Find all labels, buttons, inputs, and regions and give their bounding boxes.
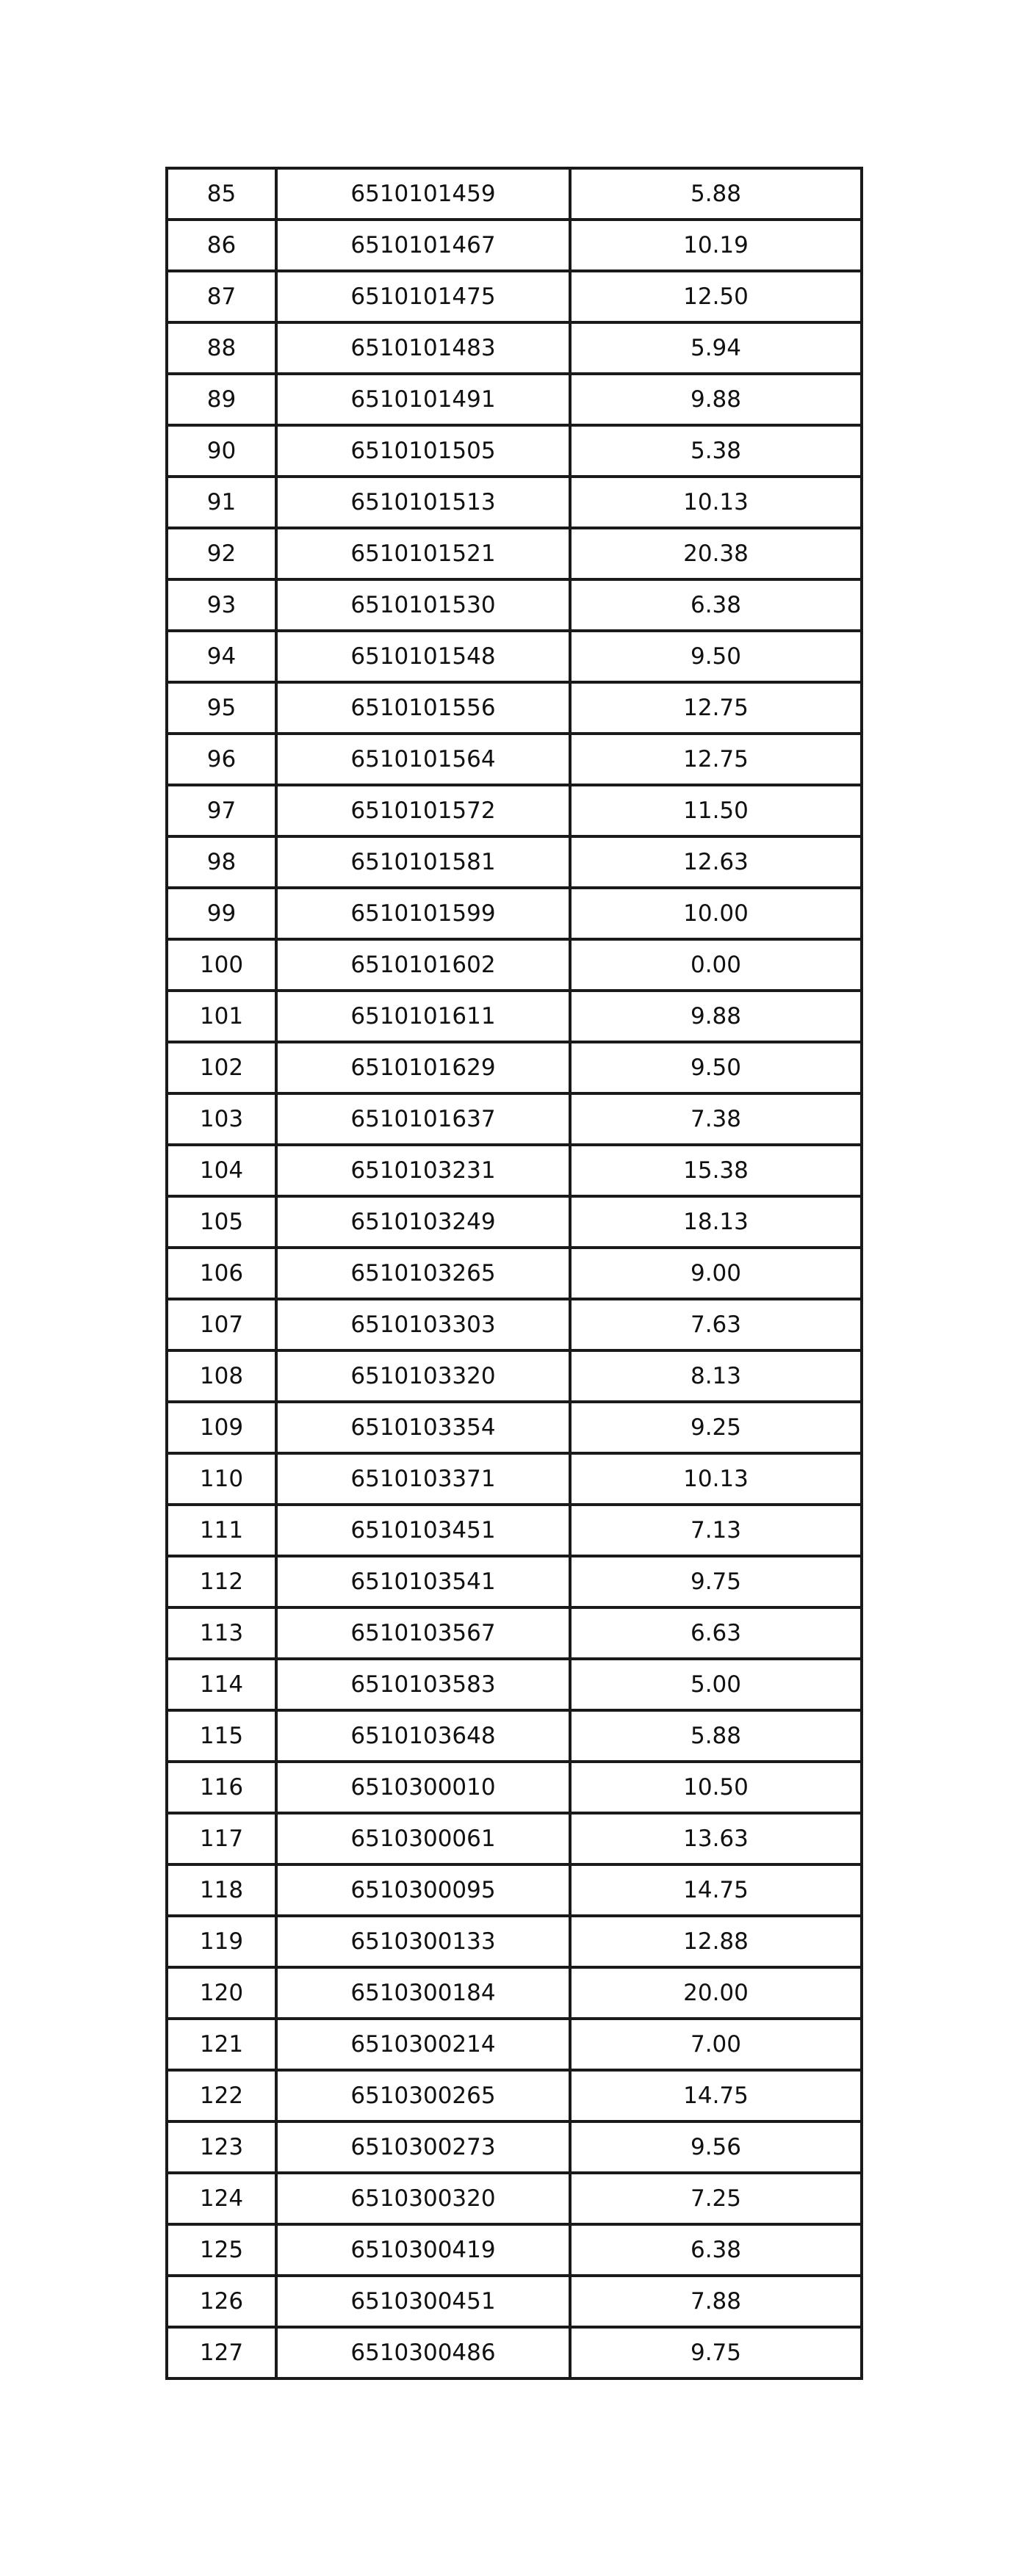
table-row [167, 1710, 862, 1762]
student-id-cell: 6510101475 [276, 271, 570, 322]
row-number-cell: 111 [167, 1505, 276, 1556]
table-row [167, 1350, 862, 1402]
student-id-cell: 6510103265 [276, 1248, 570, 1299]
table-row [167, 528, 862, 579]
score-cell: 5.00 [570, 1659, 862, 1710]
student-id-cell: 6510300061 [276, 1813, 570, 1864]
score-cell: 10.13 [570, 477, 862, 528]
student-id-cell: 6510300265 [276, 2070, 570, 2121]
student-id-cell: 6510300184 [276, 1967, 570, 2019]
row-number-cell: 101 [167, 991, 276, 1042]
student-id-cell: 6510103567 [276, 1607, 570, 1659]
table-row [167, 785, 862, 836]
row-number-cell: 96 [167, 734, 276, 785]
table-row [167, 1453, 862, 1505]
student-id-cell: 6510300320 [276, 2173, 570, 2224]
score-cell: 9.50 [570, 631, 862, 682]
row-number-cell: 113 [167, 1607, 276, 1659]
row-number-cell: 97 [167, 785, 276, 836]
table-row [167, 1042, 862, 1093]
score-cell: 11.50 [570, 785, 862, 836]
student-id-cell: 6510103648 [276, 1710, 570, 1762]
table-row [167, 220, 862, 271]
score-cell: 5.88 [570, 1710, 862, 1762]
row-number-cell: 95 [167, 682, 276, 734]
score-cell: 9.75 [570, 1556, 862, 1607]
row-number-cell: 88 [167, 322, 276, 374]
score-cell: 10.19 [570, 220, 862, 271]
table-row [167, 2276, 862, 2327]
student-id-cell: 6510101521 [276, 528, 570, 579]
student-id-cell: 6510101611 [276, 991, 570, 1042]
row-number-cell: 118 [167, 1864, 276, 1916]
table-row [167, 2327, 862, 2378]
score-cell: 6.38 [570, 579, 862, 631]
score-cell: 9.25 [570, 1402, 862, 1453]
student-id-cell: 6510103354 [276, 1402, 570, 1453]
table-row [167, 1299, 862, 1350]
student-id-cell: 6510300133 [276, 1916, 570, 1967]
row-number-cell: 86 [167, 220, 276, 271]
student-id-cell: 6510103583 [276, 1659, 570, 1710]
student-id-cell: 6510101564 [276, 734, 570, 785]
student-id-cell: 6510101467 [276, 220, 570, 271]
table-row [167, 2019, 862, 2070]
row-number-cell: 117 [167, 1813, 276, 1864]
score-cell: 7.00 [570, 2019, 862, 2070]
table-row [167, 1916, 862, 1967]
row-number-cell: 90 [167, 425, 276, 477]
student-id-cell: 6510101572 [276, 785, 570, 836]
table-row [167, 1505, 862, 1556]
student-id-cell: 6510103303 [276, 1299, 570, 1350]
student-id-cell: 6510101483 [276, 322, 570, 374]
row-number-cell: 109 [167, 1402, 276, 1453]
table-row [167, 425, 862, 477]
student-id-cell: 6510300486 [276, 2327, 570, 2378]
table-row [167, 1402, 862, 1453]
student-id-cell: 6510101459 [276, 168, 570, 220]
row-number-cell: 105 [167, 1196, 276, 1248]
score-cell: 12.63 [570, 836, 862, 888]
student-id-cell: 6510101505 [276, 425, 570, 477]
row-number-cell: 112 [167, 1556, 276, 1607]
table-row [167, 579, 862, 631]
student-id-cell: 6510101548 [276, 631, 570, 682]
student-id-cell: 6510300095 [276, 1864, 570, 1916]
row-number-cell: 125 [167, 2224, 276, 2276]
student-id-cell: 6510101491 [276, 374, 570, 425]
table-row [167, 836, 862, 888]
table-row [167, 2224, 862, 2276]
table-row [167, 2121, 862, 2173]
row-number-cell: 108 [167, 1350, 276, 1402]
table-row [167, 888, 862, 939]
row-number-cell: 127 [167, 2327, 276, 2378]
row-number-cell: 87 [167, 271, 276, 322]
student-id-cell: 6510300010 [276, 1762, 570, 1813]
table-row [167, 734, 862, 785]
row-number-cell: 119 [167, 1916, 276, 1967]
score-cell: 0.00 [570, 939, 862, 991]
score-cell: 9.50 [570, 1042, 862, 1093]
row-number-cell: 85 [167, 168, 276, 220]
row-number-cell: 121 [167, 2019, 276, 2070]
student-id-cell: 6510103249 [276, 1196, 570, 1248]
table-row [167, 168, 862, 220]
score-cell: 13.63 [570, 1813, 862, 1864]
score-table-body [167, 168, 862, 2378]
table-row [167, 631, 862, 682]
score-cell: 8.13 [570, 1350, 862, 1402]
row-number-cell: 107 [167, 1299, 276, 1350]
score-cell: 20.38 [570, 528, 862, 579]
student-id-cell: 6510101602 [276, 939, 570, 991]
row-number-cell: 110 [167, 1453, 276, 1505]
score-cell: 7.88 [570, 2276, 862, 2327]
row-number-cell: 123 [167, 2121, 276, 2173]
row-number-cell: 100 [167, 939, 276, 991]
score-cell: 10.00 [570, 888, 862, 939]
row-number-cell: 103 [167, 1093, 276, 1145]
student-id-cell: 6510101629 [276, 1042, 570, 1093]
student-id-cell: 6510103371 [276, 1453, 570, 1505]
student-id-cell: 6510103320 [276, 1350, 570, 1402]
student-id-cell: 6510103231 [276, 1145, 570, 1196]
score-table [165, 167, 863, 2380]
score-cell: 9.56 [570, 2121, 862, 2173]
score-cell: 5.94 [570, 322, 862, 374]
score-cell: 9.88 [570, 991, 862, 1042]
row-number-cell: 106 [167, 1248, 276, 1299]
score-cell: 10.13 [570, 1453, 862, 1505]
table-row [167, 477, 862, 528]
row-number-cell: 94 [167, 631, 276, 682]
table-row [167, 1607, 862, 1659]
table-row [167, 1556, 862, 1607]
score-cell: 7.63 [570, 1299, 862, 1350]
score-cell: 9.75 [570, 2327, 862, 2378]
row-number-cell: 104 [167, 1145, 276, 1196]
score-cell: 7.25 [570, 2173, 862, 2224]
table-row [167, 1967, 862, 2019]
table-row [167, 1248, 862, 1299]
student-id-cell: 6510103541 [276, 1556, 570, 1607]
row-number-cell: 122 [167, 2070, 276, 2121]
score-cell: 12.50 [570, 271, 862, 322]
table-row [167, 1762, 862, 1813]
table-row [167, 271, 862, 322]
row-number-cell: 114 [167, 1659, 276, 1710]
table-row [167, 2173, 862, 2224]
score-cell: 9.00 [570, 1248, 862, 1299]
row-number-cell: 89 [167, 374, 276, 425]
table-row [167, 939, 862, 991]
score-cell: 7.38 [570, 1093, 862, 1145]
student-id-cell: 6510101637 [276, 1093, 570, 1145]
row-number-cell: 102 [167, 1042, 276, 1093]
score-cell: 12.75 [570, 734, 862, 785]
score-cell: 6.63 [570, 1607, 862, 1659]
student-id-cell: 6510101581 [276, 836, 570, 888]
score-cell: 14.75 [570, 2070, 862, 2121]
row-number-cell: 99 [167, 888, 276, 939]
score-cell: 5.88 [570, 168, 862, 220]
row-number-cell: 91 [167, 477, 276, 528]
table-row [167, 1145, 862, 1196]
row-number-cell: 124 [167, 2173, 276, 2224]
row-number-cell: 98 [167, 836, 276, 888]
student-id-cell: 6510300273 [276, 2121, 570, 2173]
score-cell: 12.88 [570, 1916, 862, 1967]
score-cell: 15.38 [570, 1145, 862, 1196]
student-id-cell: 6510101513 [276, 477, 570, 528]
table-row [167, 991, 862, 1042]
table-row [167, 1659, 862, 1710]
student-id-cell: 6510300419 [276, 2224, 570, 2276]
score-cell: 7.13 [570, 1505, 862, 1556]
student-id-cell: 6510101530 [276, 579, 570, 631]
table-row [167, 1813, 862, 1864]
row-number-cell: 92 [167, 528, 276, 579]
score-cell: 20.00 [570, 1967, 862, 2019]
score-cell: 18.13 [570, 1196, 862, 1248]
table-row [167, 1864, 862, 1916]
student-id-cell: 6510300214 [276, 2019, 570, 2070]
score-cell: 12.75 [570, 682, 862, 734]
table-row [167, 374, 862, 425]
score-cell: 9.88 [570, 374, 862, 425]
row-number-cell: 93 [167, 579, 276, 631]
score-cell: 5.38 [570, 425, 862, 477]
score-cell: 10.50 [570, 1762, 862, 1813]
row-number-cell: 120 [167, 1967, 276, 2019]
row-number-cell: 115 [167, 1710, 276, 1762]
score-cell: 14.75 [570, 1864, 862, 1916]
student-id-cell: 6510101556 [276, 682, 570, 734]
table-row [167, 322, 862, 374]
student-id-cell: 6510103451 [276, 1505, 570, 1556]
student-id-cell: 6510101599 [276, 888, 570, 939]
row-number-cell: 126 [167, 2276, 276, 2327]
student-id-cell: 6510300451 [276, 2276, 570, 2327]
row-number-cell: 116 [167, 1762, 276, 1813]
table-row [167, 1196, 862, 1248]
table-row [167, 682, 862, 734]
score-cell: 6.38 [570, 2224, 862, 2276]
table-row [167, 1093, 862, 1145]
table-row [167, 2070, 862, 2121]
